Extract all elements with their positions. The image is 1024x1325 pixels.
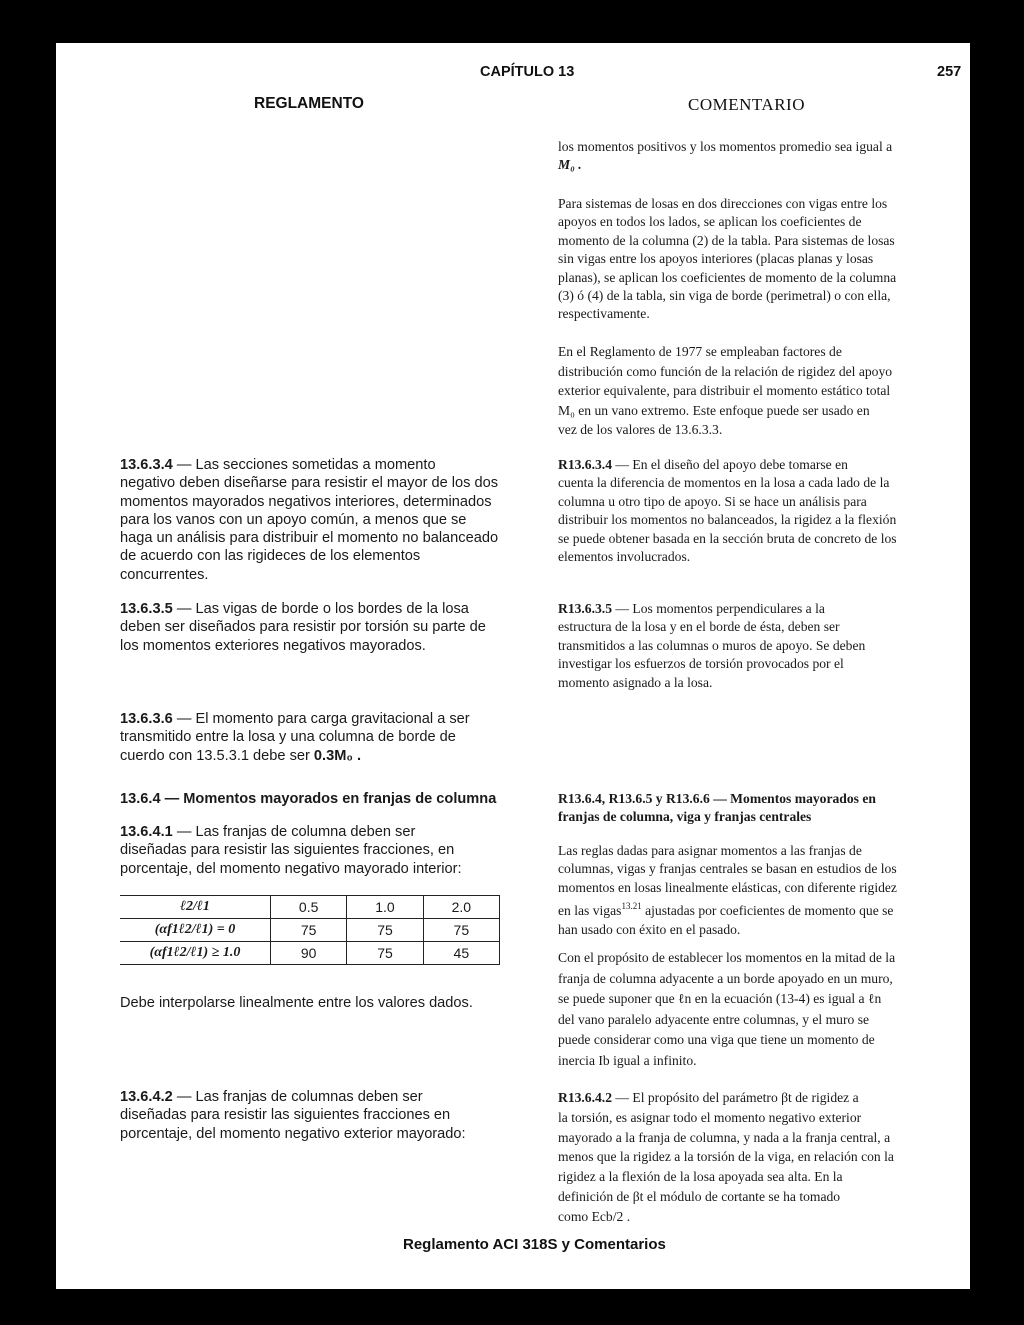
table-header-cell: ℓ2/ℓ1 (120, 896, 271, 919)
text-line: En el Reglamento de 1977 se empleaban factores de (558, 344, 842, 359)
table-cell: (αf1ℓ2/ℓ1) ≥ 1.0 (120, 942, 271, 965)
text-line: haga un análisis para distribuir el momento no balanceado (120, 530, 499, 547)
intro-line: los momentos positivos y los momentos promedio sea igual a (558, 139, 893, 154)
table-cell: 90 (271, 942, 347, 965)
text-line: Las reglas dadas para asignar momentos a las franjas de (558, 843, 862, 858)
section-label: 13.6.4.2 (120, 1089, 173, 1105)
text-line: han usado con éxito en el pasado. (558, 921, 741, 937)
text-line: distribución como función de la relación de rigidez del apoyo (558, 363, 893, 379)
text-line: distribuir los momentos no balanceados, la rigidez a la flexión (558, 512, 897, 528)
table-cell: 75 (347, 919, 423, 942)
page-number: 257 (937, 64, 962, 80)
text-line: planas), se aplican los coeficientes de momento de la columna (558, 269, 897, 285)
text-fragment: en las vigas (558, 903, 622, 919)
text-fragment: ajustadas por coeficientes de momento que se (641, 903, 894, 919)
table-header-row (120, 896, 500, 919)
text-line: momentos mayorados negativos interiores, determinados (120, 493, 492, 510)
text-line: columna u otro tipo de apoyo. Si se hace un análisis para (558, 493, 867, 509)
text-line: cuenta la diferencia de momentos en la losa a cada lado de la (558, 475, 890, 491)
table-header-cell: 0.5 (271, 896, 347, 919)
section-label: 13.6.4.1 (120, 824, 173, 840)
text-line: — Las vigas de borde o los bordes de la losa (176, 601, 469, 617)
text-line: — El momento para carga gravitacional a ser (176, 711, 470, 727)
commentary-r13-6-3-5 (558, 600, 950, 692)
table-cell: 75 (347, 942, 423, 965)
reference-superscript: 13.21 (621, 901, 642, 912)
text-line: investigar los esfuerzos de torsión provocados por el (558, 656, 844, 672)
text-line: franja de columna adyacente a un borde apoyado en un muro, (558, 970, 893, 986)
text-line: momentos en losas linealmente elásticas, con diferente rigidez (558, 879, 897, 895)
table-row (120, 942, 500, 965)
commentary-rules-paragraph (558, 842, 950, 939)
text-line: puede considerar como una viga que tiene un momento de (558, 1032, 875, 1047)
section-13-6-3-4 (120, 456, 528, 584)
section-label: R13.6.4.2 (558, 1090, 612, 1105)
table-cell: 45 (423, 942, 499, 965)
text-line: porcentaje, del momento negativo mayorado interior: (120, 860, 462, 877)
moment-value: 0.3M₀ . (313, 747, 362, 764)
text-line: Con el propósito de establecer los momentos en la mitad de la (558, 950, 896, 965)
text-line: cuerdo con 13.5.3.1 debe ser (120, 747, 310, 764)
table-cell: 75 (423, 919, 499, 942)
text-line: la torsión, es asignar todo el momento negativo exterior (558, 1109, 862, 1125)
text-line: — Las franjas de columnas deben ser (176, 1089, 423, 1105)
text-line: sin vigas entre los apoyos interiores (placas planas y losas (558, 251, 874, 267)
section-label: 13.6.3.5 (120, 601, 173, 617)
text-line: deben ser diseñados para resistir por torsión su parte de (120, 619, 486, 636)
text-line: — En el diseño del apoyo debe tomarse en (615, 457, 848, 472)
text-line: menos que la rigidez a la torsión de la viga, en relación con la (558, 1149, 894, 1165)
text-line: diseñadas para resistir las siguientes fracciones en (120, 1107, 451, 1124)
interpolation-note: Debe interpolarse linealmente entre los valores dados. (120, 995, 473, 1011)
text-line: — El propósito del parámetro βt de rigidez a (615, 1090, 859, 1105)
section-13-6-3-5 (120, 600, 528, 655)
text-line: (3) ó (4) de la tabla, sin viga de borde (perimetral) o con ella, (558, 288, 891, 304)
table-header-cell: 2.0 (423, 896, 499, 919)
section-label: R13.6.3.5 (558, 601, 612, 616)
text-line: transmitidos a las columnas o muros de apoyo. Se deben (558, 637, 866, 653)
text-line: diseñadas para resistir las siguientes fracciones, en (120, 842, 455, 859)
text-line: porcentaje, del momento negativo exterior mayorado: (120, 1125, 466, 1142)
text-line: respectivamente. (558, 306, 650, 322)
chapter-title: CAPÍTULO 13 (480, 64, 575, 80)
text-line: columnas, vigas y franjas centrales se basan en estudios de los (558, 861, 897, 877)
text-line: — Las franjas de columna deben ser (176, 824, 416, 840)
section-label: 13.6.3.4 (120, 457, 173, 473)
section-13-6-4-2 (120, 1088, 528, 1143)
text-line: del vano paralelo adyacente entre columnas, y el muro se (558, 1011, 870, 1027)
text-line: los momentos exteriores negativos mayorados. (120, 637, 426, 654)
text-line: negativo deben diseñarse para resistir el mayor de los dos (120, 475, 499, 492)
text-line: — Las secciones sometidas a momento (176, 457, 436, 473)
commentary-r13-6-4-heading (558, 790, 950, 827)
table-cell: 75 (271, 919, 347, 942)
page-footer: Reglamento ACI 318S y Comentarios (403, 1236, 666, 1253)
heading-line: franjas de columna, viga y franjas centrales (558, 809, 812, 825)
heading-line: R13.6.4, R13.6.5 y R13.6.6 — Momentos mayorados en (558, 791, 876, 806)
section-13-6-4-heading: 13.6.4 — Momentos mayorados en franjas de columna (120, 791, 497, 807)
text-line: — Los momentos perpendiculares a la (615, 601, 825, 616)
text-line: de acuerdo con las rigideces de los elementos (120, 548, 421, 565)
text-line: definición de βt el módulo de cortante se ha tomado (558, 1188, 841, 1204)
text-line: se puede suponer que ℓn en la ecuación (13-4) es igual a ℓn (558, 991, 882, 1006)
text-line: concurrentes. (120, 566, 209, 583)
section-label: R13.6.3.4 (558, 457, 612, 472)
commentary-systems-paragraph (558, 195, 950, 324)
section-13-6-4-1 (120, 823, 528, 878)
table-header-cell: 1.0 (347, 896, 423, 919)
text-line: elementos involucrados. (558, 549, 691, 565)
table-cell: (αf1ℓ2/ℓ1) = 0 (120, 919, 271, 942)
column-strip-coefficient-table (120, 895, 500, 965)
section-label: 13.6.3.6 (120, 711, 173, 727)
intro-m0: M₀ . (558, 157, 582, 173)
text-line: mayorado a la franja de columna, y nada a la franja central, a (558, 1129, 891, 1145)
table-row (120, 919, 500, 942)
commentary-column-title: COMENTARIO (688, 95, 805, 114)
commentary-r13-6-3-4 (558, 456, 950, 566)
text-line: apoyos en todos los lados, se aplican los coeficientes de (558, 214, 862, 230)
text-line: como Ecb/2 . (558, 1208, 631, 1224)
commentary-purpose-paragraph (558, 948, 950, 1071)
commentary-intro (558, 138, 950, 175)
text-line: momento asignado a la losa. (558, 674, 713, 690)
text-line: se puede obtener basada en la sección bruta de concreto de los (558, 530, 897, 546)
text-line: rigidez a la flexión de la losa apoyada sea alta. En la (558, 1169, 843, 1185)
text-line: M₀ en un vano extremo. Este enfoque puede ser usado en (558, 402, 870, 418)
text-line: exterior equivalente, para distribuir el momento estático total (558, 383, 891, 398)
section-13-6-3-6 (120, 710, 528, 765)
text-line: inercia Ib igual a infinito. (558, 1052, 697, 1068)
text-line: vez de los valores de 13.6.3.3. (558, 422, 723, 437)
text-line: para los vanos con un apoyo común, a menos que se (120, 511, 467, 528)
commentary-1977-paragraph (558, 342, 950, 440)
text-line: transmitido entre la losa y una columna de borde de (120, 729, 456, 746)
text-line: momento de la columna (2) de la tabla. Para sistemas de losas (558, 232, 895, 248)
regulation-column-title: REGLAMENTO (254, 95, 364, 112)
text-line: estructura de la losa y en el borde de ésta, deben ser (558, 619, 840, 635)
text-line: Para sistemas de losas en dos direcciones con vigas entre los (558, 196, 888, 211)
commentary-r13-6-4-2 (558, 1088, 950, 1227)
